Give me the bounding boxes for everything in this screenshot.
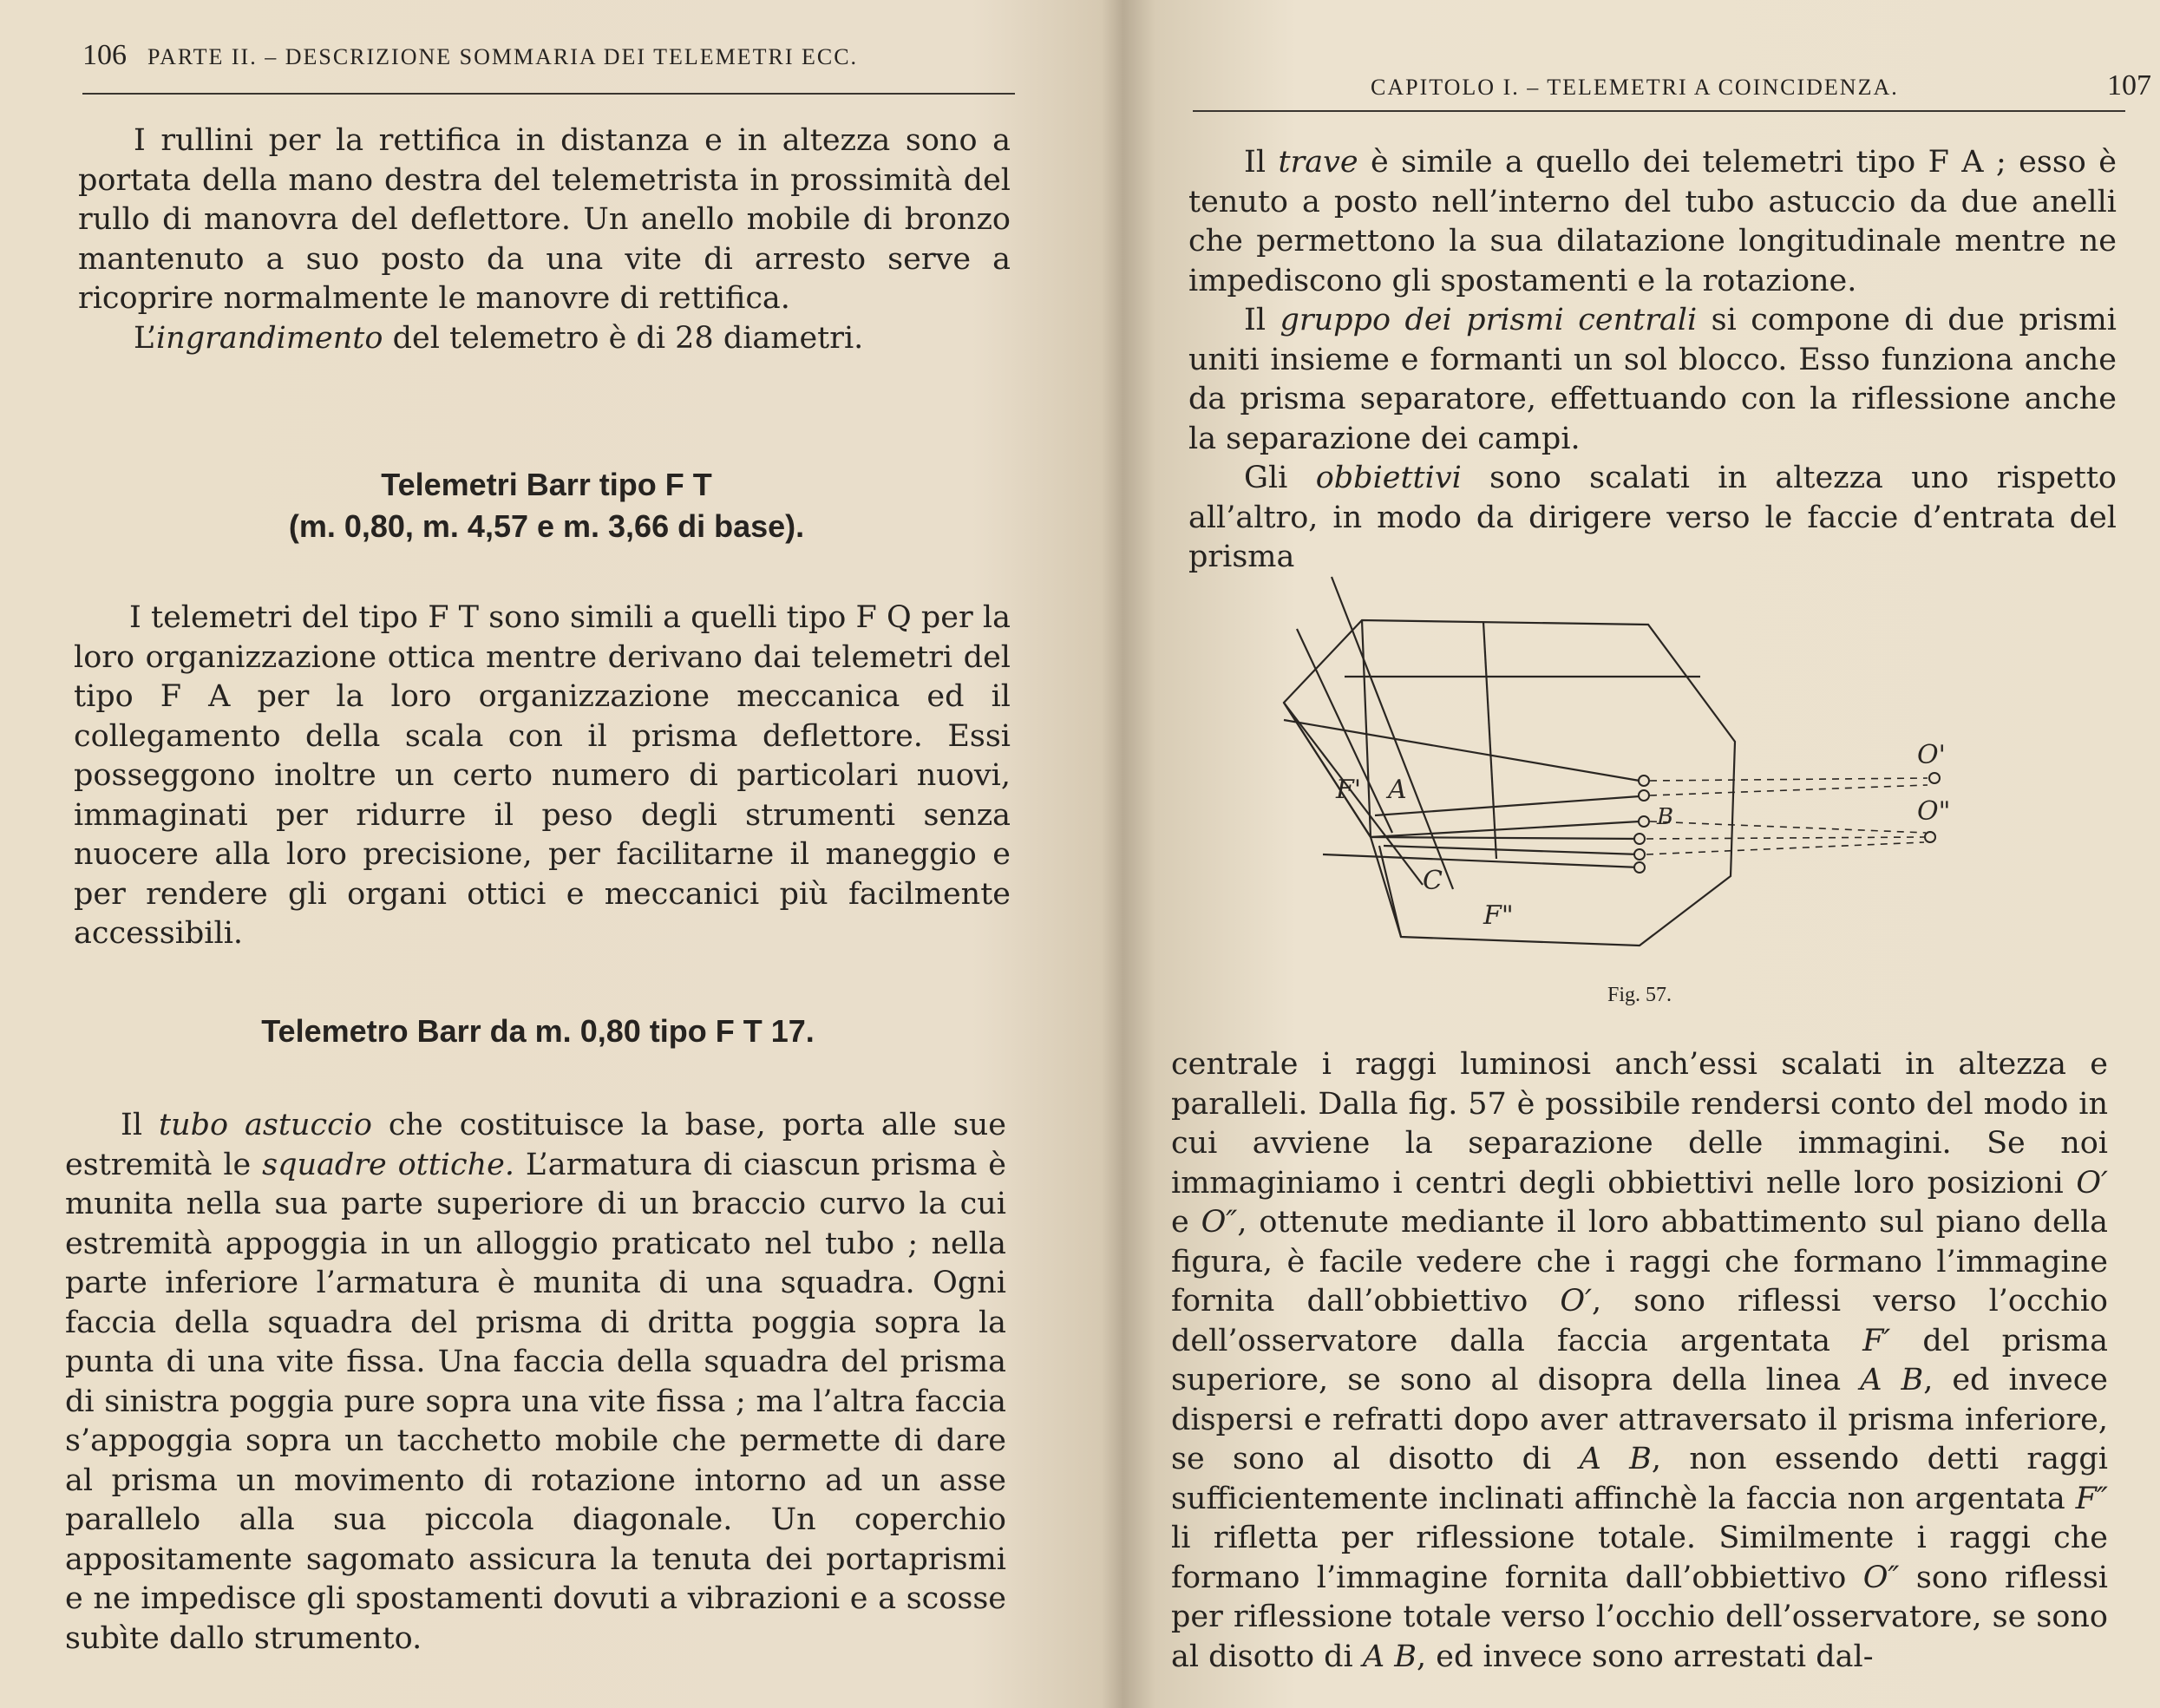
italic-term: A B bbox=[1579, 1442, 1652, 1476]
figure-caption: Fig. 57. bbox=[1607, 984, 1672, 1006]
ray-line bbox=[1384, 846, 1640, 854]
paragraph bbox=[65, 1106, 1006, 1659]
label-f-prime: F' bbox=[1336, 775, 1362, 805]
header-rule-right bbox=[1193, 110, 2125, 112]
ray-end-circle bbox=[1634, 834, 1645, 844]
o1-point bbox=[1929, 773, 1940, 783]
text-span: si compone di due prismi uniti insieme e formanti un sol blocco. Esso funziona anche da prisma separatore, effettuando con la riflessione anche la separazione dei campi. bbox=[1188, 303, 2117, 456]
italic-term: gruppo dei prismi centrali bbox=[1280, 303, 1698, 337]
paragraph bbox=[1188, 459, 2117, 578]
italic-term: O′ bbox=[1560, 1284, 1593, 1319]
running-head-right bbox=[1371, 69, 2151, 102]
section-heading-2: Telemetro Barr da m. 0,80 tipo F T 17. bbox=[261, 1013, 815, 1049]
paragraph bbox=[1188, 301, 2117, 459]
text-span: Il bbox=[121, 1108, 159, 1142]
header-rule-left bbox=[82, 93, 1015, 95]
dashed-line bbox=[1650, 785, 1928, 795]
text-span: e bbox=[1171, 1205, 1201, 1240]
prism-inner-line bbox=[1362, 620, 1371, 837]
prism-inner-line bbox=[1483, 622, 1496, 859]
text-span: li rifletta per riflessione totale. Similmente i raggi che formano l’immagine fornita dall’obbiettivo bbox=[1171, 1521, 2108, 1595]
running-head-text-right: CAPITOLO I. – TELEMETRI A COINCIDENZA. bbox=[1371, 75, 1899, 100]
dashed-line bbox=[1646, 837, 1924, 839]
ray-line bbox=[1371, 837, 1640, 839]
text-block-top-right bbox=[1188, 143, 2117, 578]
text-block-bottom-left bbox=[65, 1106, 1006, 1659]
paragraph bbox=[78, 319, 1011, 359]
italic-term: tubo astuccio bbox=[158, 1108, 372, 1142]
paragraph: I telemetri del tipo F T sono simili a quelli tipo F Q per la loro organizzazione ottica mentre derivano dai telemetri del tipo F A per la loro organizzazione meccanica ed il collegamento della scala con il prisma deflettore. Essi posseggono inoltre un certo numero di particolari nuovi, immaginati per ridurre il peso degli strumenti senza nuocere alla loro precisione, per facilitarne il maneggio e per rendere gli organi ottici e meccanici più facilmente accessibili. bbox=[74, 600, 1011, 951]
label-b: B bbox=[1657, 804, 1674, 830]
text-block-top-left bbox=[78, 121, 1011, 358]
page-number-left: 106 bbox=[82, 39, 127, 71]
text-span: , sono riflessi verso l’occhio dell’osservatore dalla faccia argentata bbox=[1171, 1284, 2108, 1358]
ray-line bbox=[1375, 796, 1640, 815]
label-o-prime: O' bbox=[1917, 740, 1946, 770]
italic-term: O′ bbox=[2076, 1165, 2108, 1201]
dashed-line bbox=[1646, 842, 1924, 854]
italic-term: trave bbox=[1278, 145, 1358, 180]
ray-end-circle bbox=[1634, 862, 1645, 873]
text-span: Gli bbox=[1244, 461, 1316, 495]
text-span: L’armatura di ciascun prisma è munita nella sua parte superiore di un braccio curvo la cui estremità appoggia in un alloggio praticato nel tubo ; nella parte inferiore l’armatura è munita di una squadra. Ogni faccia della squadra del prisma di dritta poggia sopra la punta di una vite fissa. Una faccia della squadra del prisma di sinistra poggia pure sopra una vite fissa ; ma l’altra faccia s’appoggia sopra un tacchetto mobile che permette di dare al prisma un movimento di rotazione intorno ad un asse parallelo alla sua piccola diagonale. Un coperchio appositamente sagomato assicura la tenuta dei portaprismi e ne impedisce gli spostamenti dovuti a vibrazioni e a scosse subìte dallo strumento. bbox=[65, 1147, 1006, 1656]
ray-end-circle bbox=[1634, 849, 1645, 860]
italic-term: A B bbox=[1362, 1639, 1417, 1674]
italic-term: O″ bbox=[1862, 1560, 1900, 1595]
text-span: è simile a quello dei telemetri tipo F A ; esso è tenuto a posto nell’interno del tubo astuccio da due anelli che permettono la sua dilatazione longitudinale mentre ne impediscono gli spostamenti e la rotazione. bbox=[1188, 145, 2117, 298]
text-span: sono riflessi per riflessione totale verso l’occhio dell’osservatore, se sono al disotto di bbox=[1171, 1560, 2109, 1674]
ray-end-circle bbox=[1639, 816, 1649, 827]
text-span: , non essendo detti raggi sufficientemente inclinati affinchè la faccia non argentata bbox=[1171, 1442, 2108, 1516]
running-head-text-left: PARTE II. – DESCRIZIONE SOMMARIA DEI TELEMETRI ECC. bbox=[147, 44, 859, 69]
italic-term: obbiettivi bbox=[1315, 461, 1462, 495]
heading-title: Telemetri Barr tipo F T bbox=[381, 467, 712, 502]
text-span: centrale i raggi luminosi anch’essi scalati in altezza e paralleli. Dalla fig. 57 è possibile rendersi conto del modo in cui avviene la separazione delle immagini. Se noi immaginiamo i centri degli obbiettivi nelle loro posizioni bbox=[1171, 1047, 2108, 1201]
label-c: C bbox=[1423, 866, 1443, 896]
ray-line bbox=[1332, 577, 1453, 889]
italic-term: F″ bbox=[2075, 1481, 2108, 1516]
italic-term: squadre ottiche. bbox=[262, 1147, 514, 1182]
label-o-double-prime: O" bbox=[1917, 796, 1951, 827]
o2-point bbox=[1925, 832, 1935, 842]
right-page bbox=[1119, 0, 2160, 1708]
ray-end-circle bbox=[1639, 790, 1649, 801]
text-span: del telemetro è di 28 diametri. bbox=[383, 320, 864, 356]
page-number-right: 107 bbox=[2107, 69, 2151, 101]
italic-term: O″ bbox=[1201, 1205, 1238, 1240]
italic-term: F′ bbox=[1862, 1323, 1891, 1358]
text-block-bottom-right bbox=[1171, 1045, 2108, 1677]
heading-subtitle: (m. 0,80, m. 4,57 e m. 3,66 di base). bbox=[288, 508, 805, 544]
label-f-double-prime: F" bbox=[1483, 900, 1514, 931]
running-head-left bbox=[82, 39, 1019, 72]
text-span: , ed invece dispersi e refratti dopo aver attraversato il prisma inferiore, se sono al disotto di bbox=[1171, 1363, 2109, 1476]
text-span: L’ bbox=[134, 320, 156, 356]
text-span: Il bbox=[1244, 303, 1280, 337]
paragraph bbox=[1171, 1045, 2108, 1677]
ray-line bbox=[1323, 854, 1640, 867]
text-span: sono scalati in altezza uno rispetto all’altro, in modo da dirigere verso le faccie d’entrata del prisma bbox=[1188, 461, 2117, 574]
italic-term: A B bbox=[1860, 1363, 1924, 1397]
paragraph bbox=[1188, 143, 2117, 301]
text-span: , ed invece sono arrestati dal- bbox=[1417, 1639, 1874, 1674]
text-block-middle-left bbox=[74, 599, 1011, 954]
dashed-line bbox=[1650, 821, 1926, 833]
label-a: A bbox=[1388, 775, 1407, 805]
text-span: del prisma superiore, se sono al disopra della linea bbox=[1171, 1323, 2108, 1397]
figure-57-prism-diagram bbox=[1249, 568, 2013, 967]
prism-inner-line bbox=[1379, 846, 1401, 937]
ray-end-circle bbox=[1639, 775, 1649, 786]
text-span: , ottenute mediante il loro abbattimento sul piano della figura, è facile vedere che i raggi che formano l’immagine fornita dall’obbiettivo bbox=[1171, 1205, 2109, 1319]
ray-line bbox=[1371, 821, 1640, 837]
italic-term: ingrandimento bbox=[155, 320, 383, 356]
paragraph: I rullini per la rettifica in distanza e in altezza sono a portata della mano destra del telemetrista in prossimità del rullo di manovra del deflettore. Un anello mobile di bronzo mantenuto a suo posto da una vite di arresto serve a ricoprire normalmente le manovre di rettifica. bbox=[78, 123, 1011, 316]
text-span: Il bbox=[1244, 145, 1279, 180]
section-heading-1 bbox=[78, 464, 1015, 547]
text-span: che costituisce la base, porta alle sue estremità le bbox=[65, 1108, 1006, 1182]
dashed-line bbox=[1650, 778, 1928, 781]
